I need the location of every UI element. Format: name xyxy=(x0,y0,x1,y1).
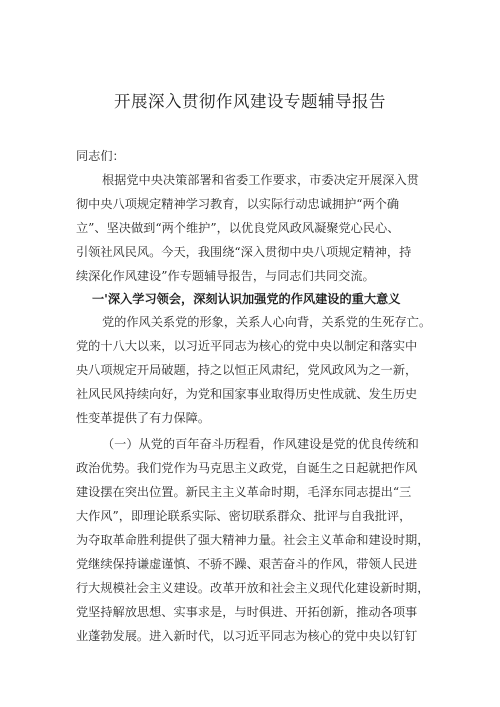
paragraph-line: 立”、坚决做到“两个维护”，以优良党风政风凝聚党心民心、 xyxy=(76,221,400,235)
paragraph-line: 党继续保持谦虚谨慎、不骄不躁、艰苦奋斗的作风，带领人民进 xyxy=(76,557,418,571)
paragraph-line: 政治优势。我们党作为马克思主义政党，自诞生之日起就把作风 xyxy=(76,461,418,475)
paragraph-line: 央八项规定开局破题，持之以恒正风肃纪，党风政风为之一新， xyxy=(76,363,418,377)
document-title: 开展深入贯彻作风建设专题辅导报告 xyxy=(114,92,386,111)
salutation: 同志们： xyxy=(76,149,125,163)
paragraph-line: 根据党中央决策部署和省委工作要求，市委决定开展深入贯 xyxy=(102,173,419,187)
paragraph-line: 建设摆在突出位置。新民主主义革命时期，毛泽东同志提出“三 xyxy=(76,485,412,499)
paragraph-line: 业蓬勃发展。进入新时代，以习近平同志为核心的党中央以钉钉 xyxy=(76,629,418,643)
paragraph-line: 引领社风民风。今天，我围绕“深入贯彻中央八项规定精神，持 xyxy=(76,245,412,259)
paragraph-line: 大作风”，即理论联系实际、密切联系群众、批评与自我批评， xyxy=(76,509,412,523)
paragraph-line: 党的作风关系党的形象，关系人心向背，关系党的生死存亡。 xyxy=(102,315,432,329)
paragraph-line: 为夺取革命胜利提供了强大精神力量。社会主义革命和建设时期， xyxy=(76,533,430,547)
paragraph-line: 彻中央八项规定精神学习教育，以实际行动忠诚拥护“两个确 xyxy=(76,197,400,211)
paragraph-line: 党的十八大以来，以习近平同志为核心的党中央以制定和落实中 xyxy=(76,339,418,353)
section-heading: 一'深入学习领会，深刻认识加强党的作风建设的重大意义 xyxy=(92,292,401,306)
paragraph-line: 行大规模社会主义建设。改革开放和社会主义现代化建设新时期， xyxy=(76,581,430,595)
paragraph-line: 性变革提供了有力保障。 xyxy=(76,411,211,425)
paragraph-line: 社风民风持续向好，为党和国家事业取得历史性成就、发生历史 xyxy=(76,387,418,401)
paragraph-line: （一）从党的百年奋斗历程看，作风建设是党的优良传统和 xyxy=(102,437,419,451)
paragraph-line: 续深化作风建设”作专题辅导报告，与同志们共同交流。 xyxy=(76,269,375,283)
paragraph-line: 党坚持解放思想、实事求是，与时俱进、开拓创新，推动各项事 xyxy=(76,605,418,619)
